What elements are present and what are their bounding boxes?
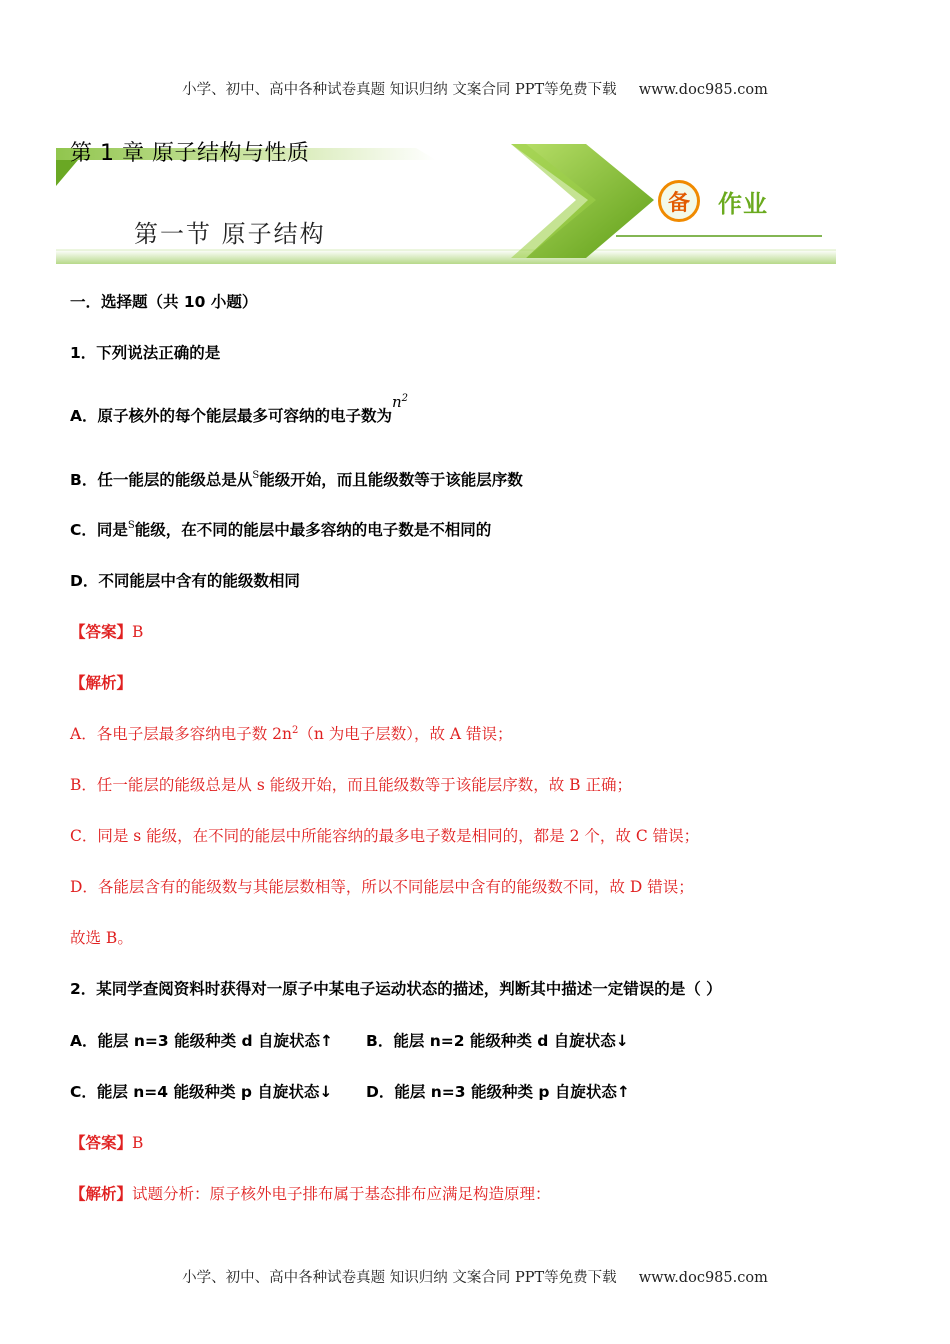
s-symbol: S [252,470,260,481]
badge-text: 作业 [718,190,768,218]
badge-char: 备 [667,191,690,216]
q2-option-a: A．能层 n=3 能级种类 d 自旋状态↑ [70,1032,333,1050]
section-title: 第一节 原子结构 [134,220,326,248]
q2-option-c: C．能层 n=4 能级种类 p 自旋状态↓ [70,1083,333,1101]
badge-icon [658,180,700,222]
header-url[interactable]: www.doc985.com [638,82,768,98]
q1-option-a [70,393,409,426]
q1-option-a-math: $n^2$ [392,393,409,411]
s-symbol: S [127,520,135,531]
answer-label: 【答案】 [70,1134,133,1152]
footer-url[interactable]: www.doc985.com [638,1270,768,1286]
q1-answer [70,620,143,642]
q1-analysis-b: B．任一能层的能级总是从 s 能级开始，而且能级数等于该能层序数，故 B 正确； [70,776,632,794]
q2-answer [70,1131,143,1153]
q2-option-d: D．能层 n=3 能级种类 p 自旋状态↑ [366,1083,630,1101]
q1-analysis-conclusion: 故选 B。 [70,929,133,947]
answer-value: B [132,1134,144,1152]
chapter-title: 第 1 章 原子结构与性质 [70,141,310,166]
q1-analysis-label: 【解析】 [70,674,133,692]
header-text: 小学、初中、高中各种试卷真题 知识归纳 文案合同 PPT等免费下载 [182,82,617,98]
q1-analysis-d: D．各能层含有的能级数与其能层数相等，所以不同能层中含有的能级数不同，故 D 错误； [70,878,694,896]
q2-options-row2 [70,1080,870,1102]
page-footer [0,1266,950,1287]
q2-stem: 2．某同学查阅资料时获得对一原子中某电子运动状态的描述，判断其中描述一定错误的是（ ） [70,980,722,998]
q1-option-b: B．任一能层的能级总是从$^S$能级开始，而且能级数等于该能层序数 [70,470,523,489]
q1-analysis-a: A．各电子层最多容纳电子数 $2n^2(n$ 为电子层数），故 A 错误； [70,724,513,743]
q1-stem: 1．下列说法正确的是 [70,344,221,362]
q1-option-d: D．不同能层中含有的能级数相同 [70,572,300,590]
footer-text: 小学、初中、高中各种试卷真题 知识归纳 文案合同 PPT等免费下载 [182,1270,617,1286]
section-heading: 一．选择题（共 10 小题） [70,293,258,311]
answer-label: 【答案】 [70,623,133,641]
q1-option-c: C．同是$^S$能级，在不同的能层中最多容纳的电子数是不相同的 [70,520,492,539]
answer-value: B [132,623,144,641]
q2-option-b: B．能层 n=2 能级种类 d 自旋状态↓ [366,1032,629,1050]
q2-analysis: 【解析】试题分析：原子核外电子排布属于基态排布应满足构造原理： [70,1185,551,1203]
q1-analysis-c: C．同是 s 能级，在不同的能层中所能容纳的最多电子数是相同的，都是 2 个，故 C 错误； [70,827,700,845]
page-header [0,78,950,99]
q1-option-a-text: A．原子核外的每个能层最多可容纳的电子数为 [70,407,392,425]
q2-options-row1 [70,1029,870,1051]
